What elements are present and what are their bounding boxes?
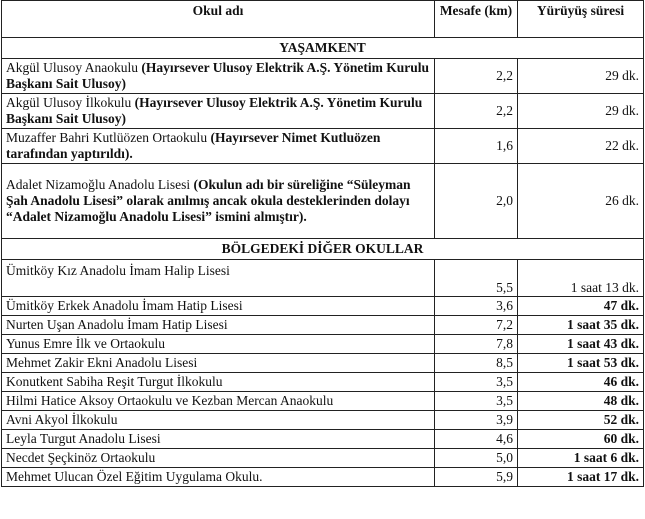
table-row <box>2 373 644 392</box>
school-name-cell: Mehmet Zakir Ekni Anadolu Lisesi <box>2 354 435 373</box>
section-row <box>2 239 644 260</box>
header-row <box>2 1 644 38</box>
walk-cell: 29 dk. <box>518 59 644 94</box>
walk-cell: 26 dk. <box>518 164 644 239</box>
school-note: (Okulun adı bir süreliğine “Süleyman Şah Anadolu Lisesi” olarak anılmış ancak okula desteklerinden dolayı “Adalet Nizamoğlu Anadolu Lisesi” ismini almıştır). <box>6 177 411 224</box>
distance-cell: 5,5 <box>435 260 518 297</box>
table-row <box>2 94 644 129</box>
distance-cell: 3,6 <box>435 297 518 316</box>
school-name-cell <box>2 94 435 129</box>
table-row <box>2 335 644 354</box>
distance-cell: 3,5 <box>435 373 518 392</box>
school-name-cell: Necdet Şeçkinöz Ortaokulu <box>2 449 435 468</box>
school-name: Adalet Nizamoğlu Anadolu Lisesi <box>6 177 194 192</box>
table-row <box>2 392 644 411</box>
walk-cell: 46 dk. <box>518 373 644 392</box>
walk-cell: 22 dk. <box>518 129 644 164</box>
table-row <box>2 260 644 297</box>
walk-cell: 29 dk. <box>518 94 644 129</box>
schools-table <box>1 0 644 487</box>
distance-cell: 1,6 <box>435 129 518 164</box>
distance-cell: 8,5 <box>435 354 518 373</box>
table-row <box>2 164 644 239</box>
school-name-cell: Yunus Emre İlk ve Ortaokulu <box>2 335 435 354</box>
walk-cell: 1 saat 53 dk. <box>518 354 644 373</box>
distance-cell: 5,9 <box>435 468 518 487</box>
school-name-cell: Leyla Turgut Anadolu Lisesi <box>2 430 435 449</box>
walk-cell: 47 dk. <box>518 297 644 316</box>
school-name-cell: Ümitköy Erkek Anadolu İmam Hatip Lisesi <box>2 297 435 316</box>
table-row <box>2 449 644 468</box>
header-name: Okul adı <box>2 1 435 38</box>
distance-cell: 3,5 <box>435 392 518 411</box>
walk-cell: 52 dk. <box>518 411 644 430</box>
distance-cell: 2,2 <box>435 94 518 129</box>
walk-cell: 1 saat 35 dk. <box>518 316 644 335</box>
school-note: (Hayırsever Nimet Kutluözen tarafından yaptırıldı). <box>6 130 381 161</box>
walk-cell: 1 saat 6 dk. <box>518 449 644 468</box>
school-name-cell <box>2 59 435 94</box>
table-row <box>2 468 644 487</box>
school-name-cell: Konutkent Sabiha Reşit Turgut İlkokulu <box>2 373 435 392</box>
school-name: Akgül Ulusoy Anaokulu <box>6 60 142 75</box>
header-walk: Yürüyüş süresi <box>518 1 644 38</box>
distance-cell: 7,8 <box>435 335 518 354</box>
distance-cell: 2,0 <box>435 164 518 239</box>
walk-cell: 1 saat 43 dk. <box>518 335 644 354</box>
walk-cell: 48 dk. <box>518 392 644 411</box>
school-name-cell <box>2 129 435 164</box>
school-name-cell <box>2 164 435 239</box>
distance-cell: 7,2 <box>435 316 518 335</box>
table-row <box>2 129 644 164</box>
table-row <box>2 59 644 94</box>
school-name-cell: Ümitköy Kız Anadolu İmam Halip Lisesi <box>2 260 435 297</box>
school-name: Muzaffer Bahri Kutlüözen Ortaokulu <box>6 130 211 145</box>
school-name-cell: Hilmi Hatice Aksoy Ortaokulu ve Kezban Mercan Anaokulu <box>2 392 435 411</box>
school-note: (Hayırsever Ulusoy Elektrik A.Ş. Yönetim Kurulu Başkanı Sait Ulusoy) <box>6 95 423 126</box>
school-name-cell: Avni Akyol İlkokulu <box>2 411 435 430</box>
table-row <box>2 316 644 335</box>
header-distance: Mesafe (km) <box>435 1 518 38</box>
table-row <box>2 297 644 316</box>
walk-cell: 60 dk. <box>518 430 644 449</box>
school-name-cell: Nurten Uşan Anadolu İmam Hatip Lisesi <box>2 316 435 335</box>
walk-cell: 1 saat 17 dk. <box>518 468 644 487</box>
section-row <box>2 38 644 59</box>
distance-cell: 2,2 <box>435 59 518 94</box>
section-title-other: BÖLGEDEKİ DİĞER OKULLAR <box>2 239 644 260</box>
school-note: (Hayırsever Ulusoy Elektrik A.Ş. Yönetim Kurulu Başkanı Sait Ulusoy) <box>6 60 430 91</box>
table-row <box>2 430 644 449</box>
distance-cell: 3,9 <box>435 411 518 430</box>
table-row <box>2 354 644 373</box>
section-title-yasamkent: YAŞAMKENT <box>2 38 644 59</box>
school-name: Akgül Ulusoy İlkokulu <box>6 95 135 110</box>
school-name-cell: Mehmet Ulucan Özel Eğitim Uygulama Okulu. <box>2 468 435 487</box>
distance-cell: 4,6 <box>435 430 518 449</box>
walk-cell: 1 saat 13 dk. <box>518 260 644 297</box>
distance-cell: 5,0 <box>435 449 518 468</box>
table-row <box>2 411 644 430</box>
